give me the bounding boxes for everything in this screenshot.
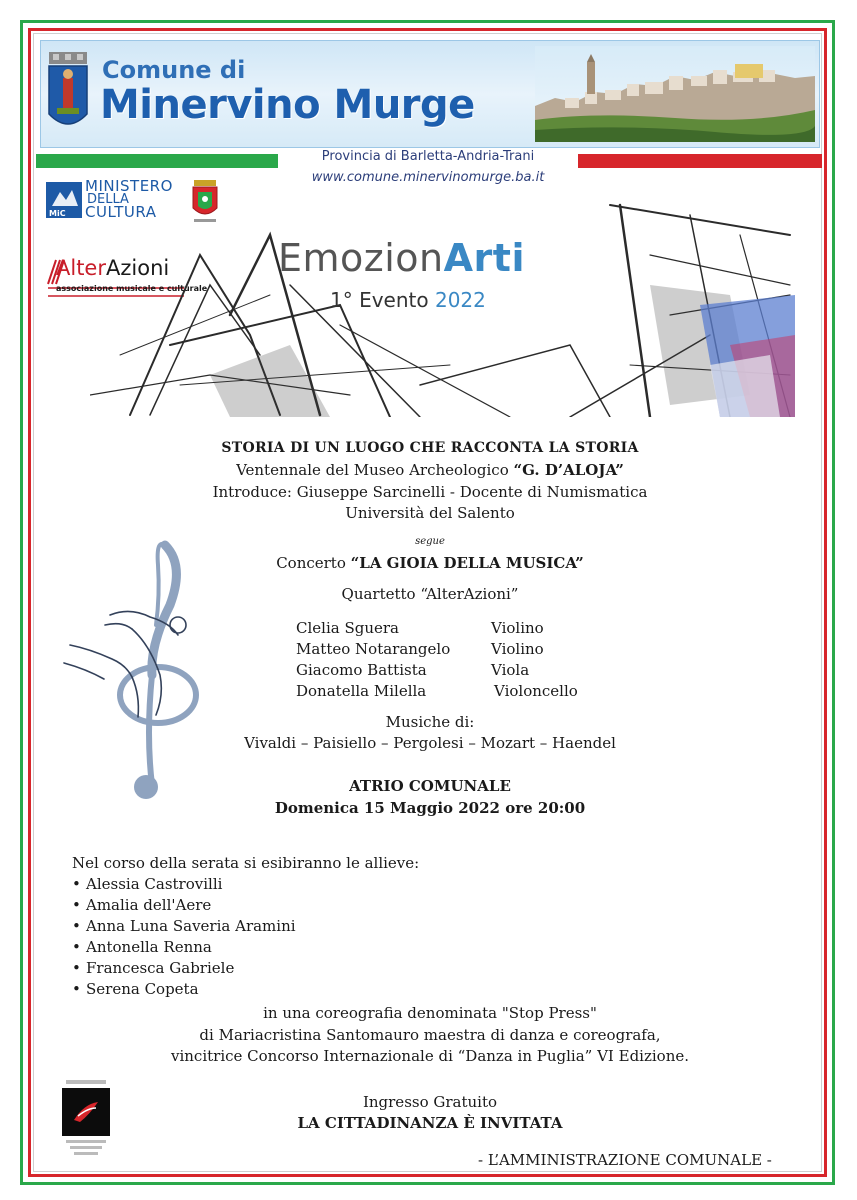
musician-instrument: Violino bbox=[491, 640, 544, 658]
quartet-label: Quartetto “AlterAzioni” bbox=[341, 585, 519, 603]
dancers-section bbox=[72, 853, 419, 1000]
ministero-line-3: CULTURA bbox=[85, 203, 157, 221]
mic-label: MiC bbox=[49, 209, 66, 218]
list-item: • Amalia dell'Aere bbox=[72, 896, 212, 914]
dancer-name: Amalia dell'Aere bbox=[86, 896, 212, 914]
choreography-line-3: vincitrice Concorso Internazionale di “Danza in Puglia” VI Edizione. bbox=[170, 1047, 690, 1065]
concert-prefix: Concerto bbox=[276, 554, 351, 572]
dancer-name: Anna Luna Saveria Aramini bbox=[86, 917, 296, 935]
concert-line bbox=[150, 553, 710, 574]
musician-instrument: Viola bbox=[491, 661, 530, 679]
town-crest-icon bbox=[47, 52, 89, 134]
program-heading: STORIA DI UN LUOGO CHE RACCONTA LA STORIA bbox=[221, 440, 639, 456]
alterazioni-subtitle: associazione musicale e culturale bbox=[56, 284, 208, 293]
music-by-label: Musiche di: bbox=[385, 713, 475, 731]
event-subtitle-prefix: 1° Evento bbox=[330, 288, 435, 312]
museum-prefix: Ventennale del Museo Archeologico bbox=[236, 461, 514, 479]
website-link[interactable]: www.comune.minervinomurge.ba.it bbox=[311, 170, 545, 185]
museum-name: “G. D’ALOJA” bbox=[513, 461, 624, 479]
musician-name: Donatella Milella bbox=[296, 682, 427, 700]
invitation-label: LA CITTADINANZA È INVITATA bbox=[297, 1114, 563, 1132]
province-label: Provincia di Barletta-Andria-Trani bbox=[321, 149, 535, 164]
dancer-name: Alessia Castrovilli bbox=[86, 875, 223, 893]
town-panorama-image bbox=[535, 46, 815, 142]
dance-school-logo-icon bbox=[60, 1080, 112, 1158]
dancer-name: Antonella Renna bbox=[86, 938, 212, 956]
alterazioni-prefix: Alter bbox=[56, 256, 106, 280]
signature-label: - L’AMMINISTRAZIONE COMUNALE - bbox=[478, 1151, 772, 1169]
musicians-list bbox=[296, 618, 578, 702]
event-title-part1: Emozion bbox=[278, 236, 444, 280]
choreography-line-2: di Mariacristina Santomauro maestra di danza e coreografa, bbox=[199, 1026, 661, 1044]
dance-intro: Nel corso della serata si esibiranno le allieve: bbox=[72, 854, 420, 872]
tricolor-red-bar bbox=[578, 154, 822, 168]
ministero-cultura-logo-icon bbox=[46, 182, 82, 218]
ministero-line-1: MINISTERO bbox=[85, 177, 173, 195]
musician-name: Matteo Notarangelo bbox=[296, 640, 451, 658]
town-name: Minervino Murge bbox=[100, 82, 475, 128]
event-subtitle bbox=[330, 288, 486, 312]
musician-row bbox=[296, 639, 578, 660]
musician-row bbox=[296, 681, 578, 702]
musician-instrument: Violino bbox=[491, 619, 544, 637]
musician-name: Giacomo Battista bbox=[296, 661, 427, 679]
list-item: • Anna Luna Saveria Aramini bbox=[72, 917, 296, 935]
comune-di-label: Comune di bbox=[102, 56, 246, 84]
segue-label: segue bbox=[415, 536, 445, 547]
musician-instrument: Violoncello bbox=[494, 682, 578, 700]
dancer-name: Serena Copeta bbox=[86, 980, 199, 998]
list-item: • Antonella Renna bbox=[72, 938, 212, 956]
program-line-2: Introduce: Giuseppe Sarcinelli - Docente di Numismatica bbox=[212, 483, 648, 501]
tricolor-green-bar bbox=[36, 154, 278, 168]
event-title-part2: Arti bbox=[443, 236, 525, 280]
list-item: • Serena Copeta bbox=[72, 980, 199, 998]
concert-title: “LA GIOIA DELLA MUSICA” bbox=[350, 554, 584, 572]
program-line-3: Università del Salento bbox=[345, 504, 515, 522]
list-item: • Alessia Castrovilli bbox=[72, 875, 223, 893]
list-item: • Francesca Gabriele bbox=[72, 959, 235, 977]
venue-place: ATRIO COMUNALE bbox=[349, 777, 511, 795]
musician-row bbox=[296, 660, 578, 681]
composers-list: Vivaldi – Paisiello – Pergolesi – Mozart – Haendel bbox=[244, 734, 616, 752]
ministero-line-2: DELLA bbox=[87, 192, 129, 207]
choreography-line-1: in una coreografia denominata "Stop Press" bbox=[263, 1004, 597, 1022]
entry-label: Ingresso Gratuito bbox=[362, 1093, 498, 1111]
musician-row bbox=[296, 618, 578, 639]
alterazioni-suffix: Azioni bbox=[106, 256, 170, 280]
event-year: 2022 bbox=[434, 288, 486, 312]
program-line-1 bbox=[150, 460, 710, 481]
dancer-name: Francesca Gabriele bbox=[86, 959, 235, 977]
musician-name: Clelia Sguera bbox=[296, 619, 399, 637]
event-title bbox=[278, 236, 525, 280]
venue-datetime: Domenica 15 Maggio 2022 ore 20:00 bbox=[274, 799, 586, 817]
